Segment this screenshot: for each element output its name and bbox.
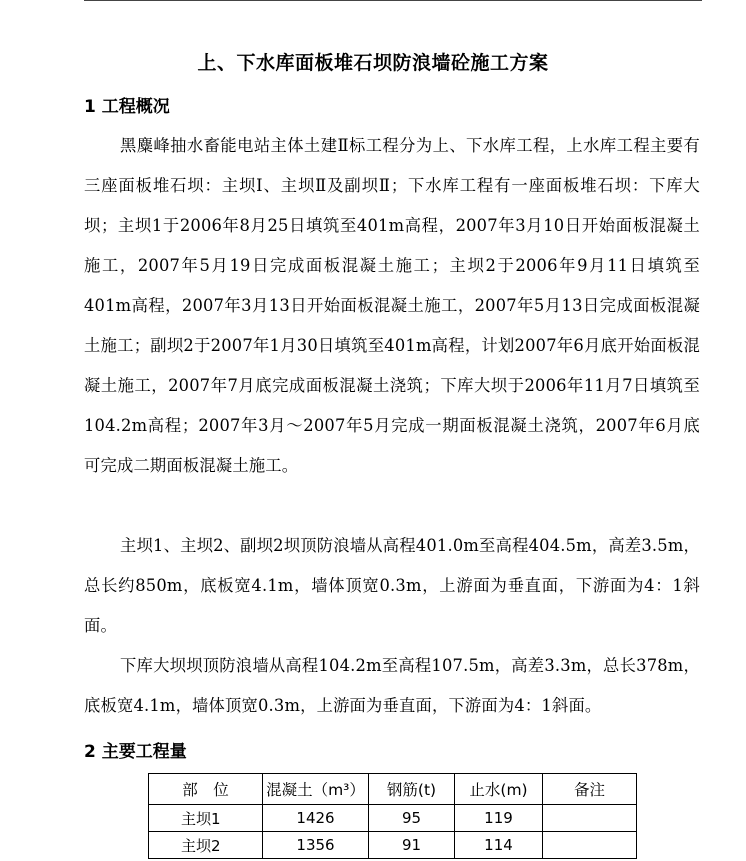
paragraph-project-overview: 黑麋峰抽水畜能电站主体土建Ⅱ标工程分为上、下水库工程，上水库工程主要有三座面板堆石坝：主坝Ⅰ、主坝Ⅱ及副坝Ⅱ；下水库工程有一座面板堆石坝：下库大坝；主坝1于2006年8月25日填筑至401m高程，2007年3月10日开始面板混凝土施工，2007年5月19日完成面板混凝土施工；主坝2于2006年9月11日填筑至401m高程，2007年3月13日开始面板混凝土施工，2007年5月13日完成面板混凝土施工；副坝2于2007年1月30日填筑至401m高程，计划2007年6月底开始面板混凝土施工，2007年7月底完成面板混凝土浇筑；下库大坝于2006年11月7日填筑至104.2m高程；2007年3月～2007年5月完成一期面板混凝土浇筑，2007年6月底可完成二期面板混凝土施工。 bbox=[84, 136, 700, 475]
page-top-rule bbox=[84, 0, 702, 1]
header-concrete: 混凝土（m³） bbox=[263, 774, 369, 805]
cell-waterstop: 114 bbox=[455, 832, 543, 859]
header-waterstop: 止水(m) bbox=[455, 774, 543, 805]
quantities-table bbox=[148, 773, 637, 859]
paragraph-upper-dam-wave-wall: 主坝1、主坝2、副坝2坝顶防浪墙从高程401.0m至高程404.5m，高差3.5m，总长约850m，底板宽4.1m，墙体顶宽0.3m，上游面为垂直面，下游面为4：1斜面。 bbox=[84, 536, 700, 635]
document-title: 上、下水库面板堆石坝防浪墙砼施工方案 bbox=[197, 52, 549, 74]
cell-remark bbox=[543, 805, 637, 832]
table-header-row bbox=[149, 774, 637, 805]
cell-remark bbox=[543, 832, 637, 859]
cell-part: 主坝2 bbox=[149, 832, 263, 859]
cell-concrete: 1356 bbox=[263, 832, 369, 859]
cell-concrete: 1426 bbox=[263, 805, 369, 832]
header-remark: 备注 bbox=[543, 774, 637, 805]
header-rebar: 钢筋(t) bbox=[369, 774, 455, 805]
table-row bbox=[149, 805, 637, 832]
section-2-heading: 2 主要工程量 bbox=[84, 742, 187, 762]
table-row bbox=[149, 832, 637, 859]
cell-rebar: 91 bbox=[369, 832, 455, 859]
cell-part: 主坝1 bbox=[149, 805, 263, 832]
header-part: 部 位 bbox=[149, 774, 263, 805]
cell-rebar: 95 bbox=[369, 805, 455, 832]
section-1-heading: 1 工程概况 bbox=[84, 97, 170, 117]
paragraph-lower-dam-wave-wall: 下库大坝坝顶防浪墙从高程104.2m至高程107.5m，高差3.3m，总长378m，底板宽4.1m，墙体顶宽0.3m，上游面为垂直面，下游面为4：1斜面。 bbox=[84, 656, 700, 715]
cell-waterstop: 119 bbox=[455, 805, 543, 832]
